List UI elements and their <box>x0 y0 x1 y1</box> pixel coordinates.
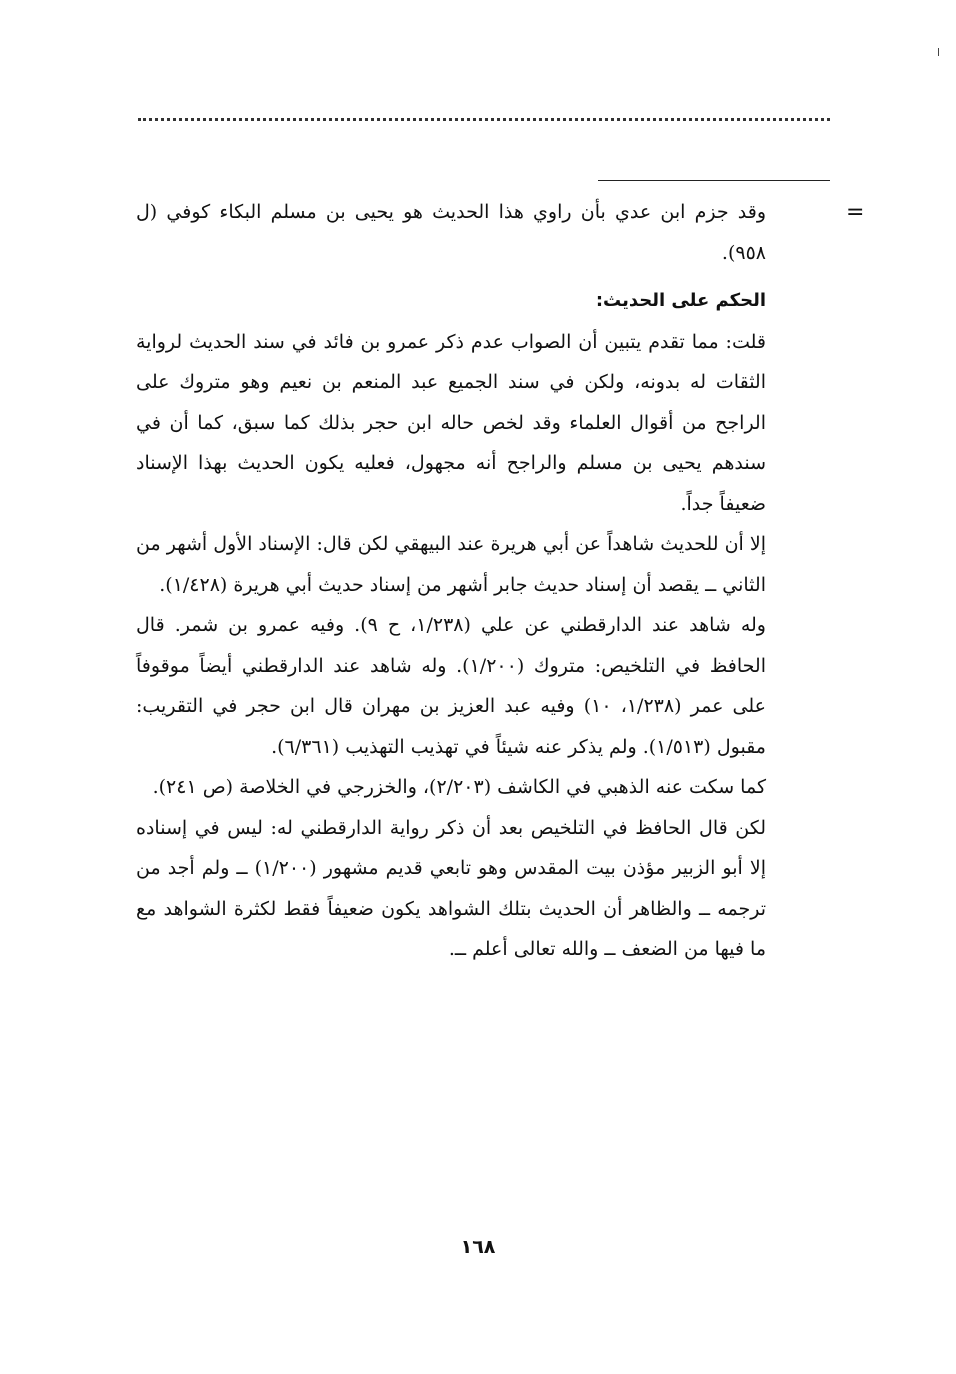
section-heading: الحكم على الحديث: <box>595 290 766 311</box>
page-number: ١٦٨ <box>460 1236 496 1258</box>
margin-tick <box>938 48 939 56</box>
dotted-separator <box>138 118 830 121</box>
footnote-text: وقد جزم ابن عدي بأن راوي هذا الحديث هو يحيى بن مسلم البكاء كوفي (ل ٩٥٨). <box>136 201 766 264</box>
paragraph: إلا أن للحديث شاهداً عن أبي هريرة عند البيهقي لكن قال: الإسناد الأول أشهر من الثاني ــ يقصد أن إسناد حديث جابر أشهر من إسناد حديث أبي هريرة (١/٤٢٨). <box>136 533 766 596</box>
paragraph: كما سكت عنه الذهبي في الكاشف (٢/٢٠٣)، والخزرجي في الخلاصة (ص ٢٤١). <box>152 776 766 798</box>
footnote-rule <box>598 180 830 181</box>
paragraph: قلت: مما تقدم يتبين أن الصواب عدم ذكر عمرو بن فائد في سند الحديث لرواية الثقات له بدونه، ولكن في سند الجميع عبد المنعم بن نعيم وهو متروك على الراجح من أقوال العلماء وقد لخص حاله ابن حجر بذلك كما سبق، كما أن في سندهم يحيى بن مسلم والراجح أنه مجهول، فعليه يكون الحديث بهذا الإسناد ضعيفاً جداً. <box>136 330 766 515</box>
page-body <box>136 192 766 970</box>
footnote-continuation-mark: = <box>846 200 865 225</box>
paragraph: لكن قال الحافظ في التلخيص بعد أن ذكر رواية الدارقطني له: ليس في إسناده إلا أبو الزبير مؤذن بيت المقدس وهو تابعي قديم مشهور (١/٢٠٠) ــ ولم أجد من ترجمه ــ والظاهر أن الحديث بتلك الشواهد يكون ضعيفاً فقط لكثرة الشواهد مع ما فيها من الضعف ــ والله تعالى أعلم ــ. <box>136 816 766 960</box>
paragraph: وله شاهد عند الدارقطني عن علي (١/٢٣٨، ح ٩). وفيه عمرو بن شمر. قال الحافظ في التلخيص: متروك (١/٢٠٠). وله شاهد عند الدارقطني أيضاً موقوفاً على عمر (١/٢٣٨، ١٠) وفيه عبد العزيز بن مهران قال ابن حجر في التقريب: مقبول (١/٥١٣). ولم يذكر عنه شيئاً في تهذيب التهذيب (٦/٣٦١). <box>136 614 767 758</box>
